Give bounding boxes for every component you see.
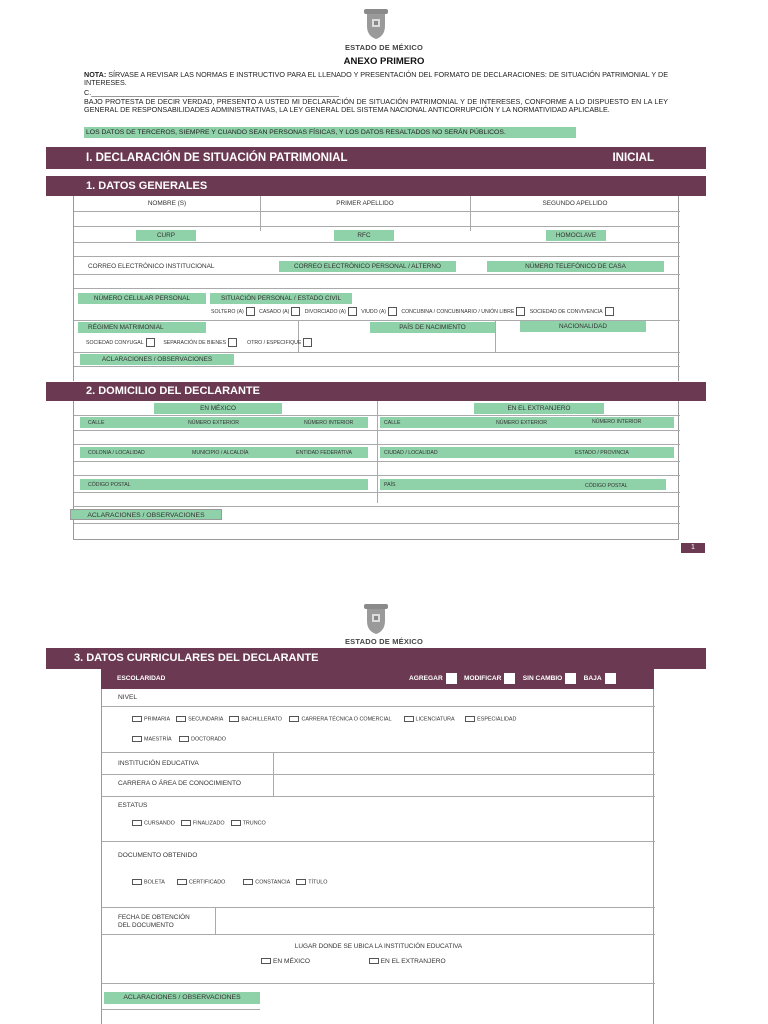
certificado-checkbox[interactable] bbox=[177, 879, 187, 885]
institucion-label: INSTITUCIÓN EDUCATIVA bbox=[118, 760, 199, 767]
curriculares-grid bbox=[101, 689, 654, 1024]
ext-estado-label: ESTADO / PROVINCIA bbox=[575, 450, 629, 456]
note-paragraph bbox=[84, 71, 668, 87]
lugar-extranjero-label: EN EL EXTRANJERO bbox=[380, 958, 446, 965]
regimen-label: RÉGIMEN MATRIMONIAL bbox=[78, 322, 206, 333]
ext-pais-label: PAÍS bbox=[384, 482, 396, 488]
escolaridad-bar bbox=[101, 669, 654, 689]
primer-apellido-label: PRIMER APELLIDO bbox=[336, 200, 394, 207]
sociedad-convivencia-label: SOCIEDAD DE CONVIVENCIA bbox=[529, 308, 603, 315]
fecha-label-line-2: DEL DOCUMENTO bbox=[118, 922, 174, 929]
finalizado-label: FINALIZADO bbox=[192, 820, 225, 827]
estado-civil-options bbox=[211, 307, 614, 316]
mx-num-int-label: NÚMERO INTERIOR bbox=[304, 420, 354, 426]
nombre-label: NOMBRE (S) bbox=[147, 200, 187, 207]
rfc-label: RFC bbox=[334, 230, 394, 241]
concubina-label: CONCUBINA / CONCUBINARIO / UNIÓN LIBRE bbox=[401, 308, 515, 315]
mx-colonia-label: COLONIA / LOCALIDAD bbox=[88, 450, 145, 456]
mx-calle-label: CALLE bbox=[88, 420, 105, 426]
casado-label: CASADO (A) bbox=[259, 308, 290, 315]
constancia-checkbox[interactable] bbox=[243, 879, 253, 885]
sociedad-conyugal-checkbox[interactable] bbox=[146, 338, 155, 347]
viudo-label: VIUDO (A) bbox=[361, 308, 387, 315]
maestria-checkbox[interactable] bbox=[132, 736, 142, 742]
en-mexico-label: EN MÉXICO bbox=[154, 403, 282, 414]
datos-generales-grid bbox=[73, 196, 679, 381]
boleta-checkbox[interactable] bbox=[132, 879, 142, 885]
nacionalidad-label: NACIONALIDAD bbox=[520, 321, 646, 332]
domicilio-banner bbox=[46, 382, 706, 401]
agregar-checkbox[interactable] bbox=[446, 673, 457, 684]
sociedad-conyugal-label: SOCIEDAD CONYUGAL bbox=[86, 339, 144, 346]
constancia-label: CONSTANCIA bbox=[255, 879, 291, 886]
mx-entidad-label: ENTIDAD FEDERATIVA bbox=[296, 450, 353, 456]
finalizado-checkbox[interactable] bbox=[181, 820, 191, 826]
note-label: NOTA: bbox=[84, 70, 107, 79]
curriculares-title: 3. DATOS CURRICULARES DEL DECLARANTE bbox=[74, 652, 319, 664]
licenciatura-label: LICENCIATURA bbox=[415, 716, 455, 723]
mx-cp-label: CÓDIGO POSTAL bbox=[88, 482, 131, 488]
sin-cambio-label: SIN CAMBIO bbox=[522, 675, 563, 682]
otro-especifique-checkbox[interactable] bbox=[303, 338, 312, 347]
domicilio-grid bbox=[73, 401, 679, 540]
soltero-label: SOLTERO (A) bbox=[211, 308, 244, 315]
c-line: C.______________________________________________________________ bbox=[84, 88, 340, 97]
carrera-label: CARRERA O ÁREA DE CONOCIMIENTO bbox=[118, 780, 241, 787]
page-2 bbox=[0, 595, 768, 1024]
doctorado-checkbox[interactable] bbox=[179, 736, 189, 742]
boleta-label: BOLETA bbox=[144, 879, 165, 886]
carrera-tecnica-label: CARRERA TÉCNICA O COMERCIAL bbox=[301, 716, 392, 723]
domicilio-title: 2. DOMICILIO DEL DECLARANTE bbox=[86, 385, 260, 397]
telefono-casa-label: NÚMERO TELEFÓNICO DE CASA bbox=[487, 261, 664, 272]
especialidad-label: ESPECIALIDAD bbox=[477, 716, 517, 723]
sociedad-convivencia-checkbox[interactable] bbox=[605, 307, 614, 316]
coat-of-arms-icon bbox=[361, 6, 391, 40]
correo-institucional-label: CORREO ELECTRÓNICO INSTITUCIONAL bbox=[88, 263, 215, 270]
fecha-label bbox=[118, 914, 218, 930]
terceros-note: LOS DATOS DE TERCEROS, SIEMPRE Y CUANDO SEAN PERSONAS FÍSICAS, Y LOS DATOS RESALTADOS NO SERÁN PÚBLICOS. bbox=[84, 127, 576, 138]
casado-checkbox[interactable] bbox=[291, 307, 300, 316]
situacion-civil-label: SITUACIÓN PERSONAL / ESTADO CIVIL bbox=[210, 293, 352, 304]
en-extranjero-label: EN EL EXTRANJERO bbox=[474, 403, 604, 414]
separacion-bienes-checkbox[interactable] bbox=[228, 338, 237, 347]
secundaria-label: SECUNDARIA bbox=[188, 716, 224, 723]
titulo-label: TÍTULO bbox=[308, 879, 328, 886]
state-name-page-2: ESTADO DE MÉXICO bbox=[344, 637, 424, 646]
ext-calle-label: CALLE bbox=[384, 420, 401, 426]
declaration-type: INICIAL bbox=[612, 152, 654, 164]
secundaria-checkbox[interactable] bbox=[176, 716, 186, 722]
domicilio-aclaraciones-label: ACLARACIONES / OBSERVACIONES bbox=[70, 509, 222, 520]
separacion-bienes-label: SEPARACIÓN DE BIENES bbox=[163, 339, 227, 346]
regimen-options bbox=[86, 338, 312, 347]
mx-municipio-label: MUNICIPIO / ALCALDÍA bbox=[192, 450, 249, 456]
especialidad-checkbox[interactable] bbox=[465, 716, 475, 722]
estatus-label: ESTATUS bbox=[118, 802, 148, 809]
homoclave-label: HOMOCLAVE bbox=[546, 230, 606, 241]
otro-especifique-label: OTRO / ESPECIFIQUE bbox=[247, 339, 302, 346]
soltero-checkbox[interactable] bbox=[246, 307, 255, 316]
state-name: ESTADO DE MÉXICO bbox=[344, 43, 424, 52]
viudo-checkbox[interactable] bbox=[388, 307, 397, 316]
estatus-options bbox=[132, 820, 266, 826]
certificado-label: CERTIFICADO bbox=[188, 879, 226, 886]
datos-generales-title: 1. DATOS GENERALES bbox=[86, 180, 208, 192]
licenciatura-checkbox[interactable] bbox=[404, 716, 414, 722]
lugar-extranjero-checkbox[interactable] bbox=[369, 958, 379, 964]
note-text: SÍRVASE A REVISAR LAS NORMAS E INSTRUCTIVO PARA EL LLENADO Y PRESENTACIÓN DEL FORMATO DE DECLARACIONES: DE SITUACIÓN PATRIMONIAL Y DE INTERESES. bbox=[84, 70, 668, 87]
baja-label: BAJA bbox=[583, 675, 602, 682]
bachillerato-label: BACHILLERATO bbox=[241, 716, 282, 723]
coat-of-arms-icon-page-2 bbox=[361, 601, 391, 635]
lugar-mexico-checkbox[interactable] bbox=[261, 958, 271, 964]
protesta-paragraph: BAJO PROTESTA DE DECIR VERDAD, PRESENTO A USTED MI DECLARACIÓN DE SITUACIÓN PATRIMONIAL Y DE INTERESES, CONFORME A LO DISPUESTO EN LA LEY GENERAL DE RESPONSABILIDADES ADMINISTRATIVAS, LA LEY GENERAL DEL SISTEMA NACIONAL ANTICORRUPCIÓN Y LA NORMATIVIDAD APLICABLE. bbox=[84, 97, 668, 114]
cursando-label: CURSANDO bbox=[144, 820, 175, 827]
curriculares-banner bbox=[46, 648, 706, 669]
niveles-row-2 bbox=[132, 736, 226, 742]
datos-generales-banner bbox=[46, 176, 706, 196]
section-title: I. DECLARACIÓN DE SITUACIÓN PATRIMONIAL bbox=[86, 152, 348, 164]
cursando-checkbox[interactable] bbox=[132, 820, 142, 826]
mx-num-ext-label: NÚMERO EXTERIOR bbox=[188, 420, 240, 426]
ext-num-ext-label: NÚMERO EXTERIOR bbox=[496, 420, 548, 426]
aclaraciones-label: ACLARACIONES / OBSERVACIONES bbox=[80, 354, 234, 365]
bachillerato-checkbox[interactable] bbox=[229, 716, 239, 722]
doctorado-label: DOCTORADO bbox=[191, 736, 227, 743]
celular-label: NÚMERO CELULAR PERSONAL bbox=[78, 293, 206, 304]
trunco-label: TRUNCO bbox=[242, 820, 266, 827]
pais-nacimiento-label: PAÍS DE NACIMIENTO bbox=[370, 322, 495, 333]
carrera-tecnica-checkbox[interactable] bbox=[289, 716, 299, 722]
concubina-checkbox[interactable] bbox=[516, 307, 525, 316]
trunco-checkbox[interactable] bbox=[231, 820, 241, 826]
lugar-mexico-label: EN MÉXICO bbox=[273, 958, 311, 965]
escolaridad-label: ESCOLARIDAD bbox=[117, 675, 166, 682]
section-banner bbox=[46, 147, 706, 169]
action-options bbox=[409, 669, 616, 689]
documento-options bbox=[132, 879, 327, 885]
curriculares-aclaraciones-label: ACLARACIONES / OBSERVACIONES bbox=[104, 992, 260, 1004]
divorciado-checkbox[interactable] bbox=[348, 307, 357, 316]
primaria-checkbox[interactable] bbox=[132, 716, 142, 722]
document-title: ANEXO PRIMERO bbox=[343, 56, 425, 67]
primaria-label: PRIMARIA bbox=[144, 716, 171, 723]
lugar-label: LUGAR DONDE SE UBICA LA INSTITUCIÓN EDUCATIVA bbox=[294, 943, 463, 950]
agregar-label: AGREGAR bbox=[409, 675, 443, 682]
ext-ciudad-label: CIUDAD / LOCALIDAD bbox=[384, 450, 438, 456]
page-number: 1 bbox=[681, 543, 705, 553]
fecha-label-line-1: FECHA DE OBTENCIÓN bbox=[118, 914, 190, 921]
divorciado-label: DIVORCIADO (A) bbox=[304, 308, 346, 315]
correo-personal-label: CORREO ELECTRÓNICO PERSONAL / ALTERNO bbox=[279, 261, 456, 272]
titulo-checkbox[interactable] bbox=[296, 879, 306, 885]
lugar-options bbox=[261, 958, 446, 965]
sin-cambio-checkbox[interactable] bbox=[565, 673, 576, 684]
baja-checkbox[interactable] bbox=[605, 673, 616, 684]
segundo-apellido-label: SEGUNDO APELLIDO bbox=[542, 200, 608, 207]
modificar-checkbox[interactable] bbox=[504, 673, 515, 684]
modificar-label: MODIFICAR bbox=[464, 675, 502, 682]
ext-cp-label: CÓDIGO POSTAL bbox=[585, 483, 628, 489]
ext-num-int-label: NÚMERO INTERIOR bbox=[592, 419, 642, 425]
maestria-label: MAESTRÍA bbox=[144, 736, 172, 743]
niveles-row-1 bbox=[132, 716, 516, 722]
nivel-label: NIVEL bbox=[118, 694, 138, 701]
documento-label: DOCUMENTO OBTENIDO bbox=[118, 852, 198, 859]
curp-label: CURP bbox=[136, 230, 196, 241]
